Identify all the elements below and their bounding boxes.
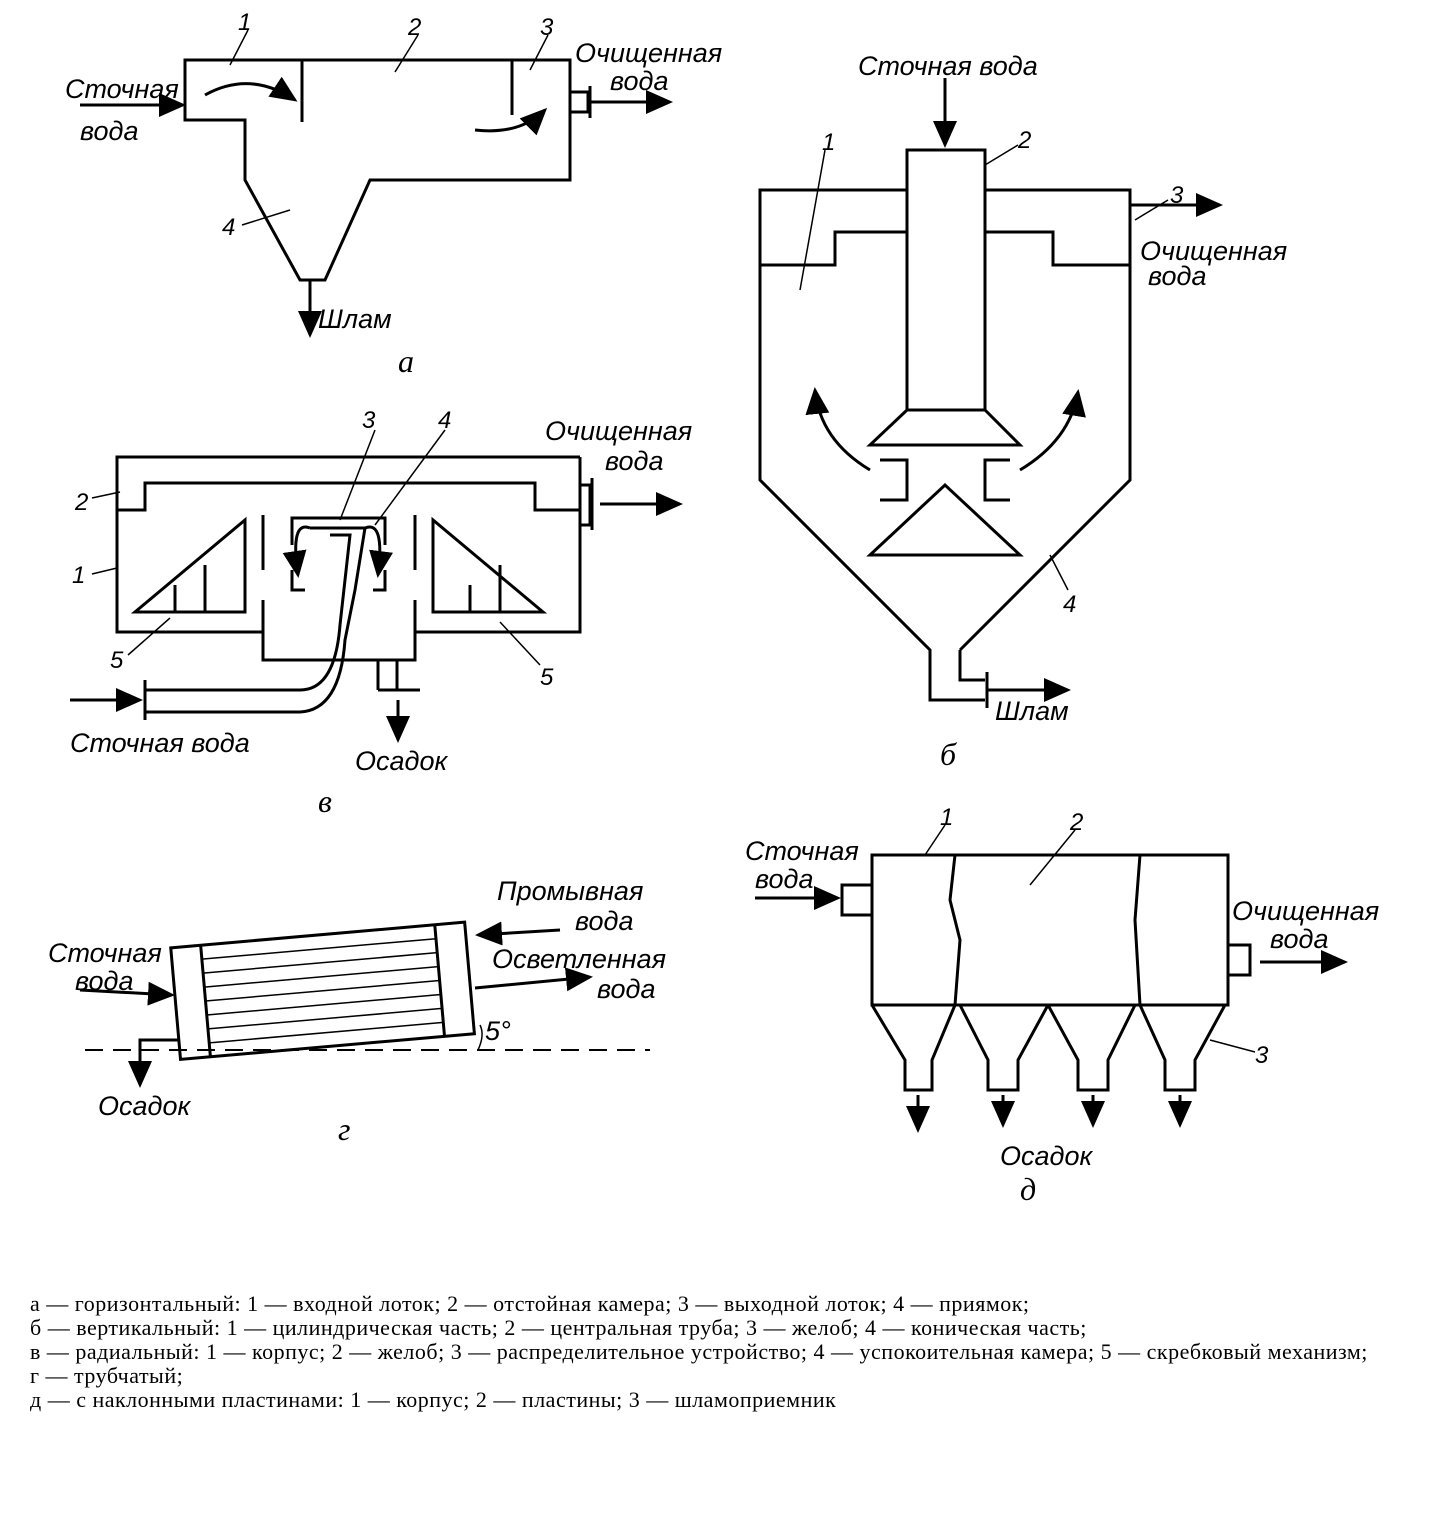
label-d-2: 2: [1070, 809, 1084, 836]
label-g-inlet-1: Сточная: [48, 938, 162, 968]
label-b-inlet: Сточная вода: [858, 51, 1038, 81]
label-a-inlet-1: Сточная: [65, 74, 179, 104]
label-v-2: 2: [75, 489, 89, 516]
label-b-4: 4: [1063, 591, 1077, 618]
label-b-3: 3: [1170, 182, 1184, 209]
label-v-letter: в: [318, 783, 332, 819]
label-d-outlet-1: Очищенная: [1232, 896, 1380, 926]
label-a-2: 2: [408, 14, 422, 41]
label-a-outlet-1: Очищенная: [575, 38, 723, 68]
label-d-1: 1: [940, 804, 954, 831]
label-a-3: 3: [540, 14, 554, 41]
label-g-wash-1: Промывная: [497, 876, 644, 906]
label-b-2: 2: [1018, 127, 1032, 154]
label-v-outlet-2: вода: [605, 446, 664, 476]
panel-g-tube-settler: [48, 876, 666, 1147]
label-g-letter: г: [338, 1111, 351, 1147]
label-v-1: 1: [72, 562, 86, 589]
figure-caption: [30, 1292, 1400, 1412]
label-a-inlet-2: вода: [80, 116, 139, 146]
label-d-sediment: Осадок: [1000, 1141, 1093, 1171]
label-d-inlet-2: вода: [755, 864, 814, 894]
caption-line-d: д — с наклонными пластинами: 1 — корпус; 2 — пластины; 3 — шламоприемник: [30, 1387, 837, 1412]
caption-line-v: в — радиальный: 1 — корпус; 2 — желоб; 3 — распределительное устройство; 4 — успокоительная камера; 5 — скребковый механизм;: [30, 1339, 1368, 1364]
label-b-outlet-2: вода: [1148, 261, 1207, 291]
label-a-sludge: Шлам: [318, 304, 392, 334]
label-b-1: 1: [822, 129, 836, 156]
label-g-inlet-2: вода: [75, 966, 134, 996]
caption-line-b: б — вертикальный: 1 — цилиндрическая часть; 2 — центральная труба; 3 — желоб; 4 — коническая часть;: [30, 1315, 1087, 1340]
label-d-outlet-2: вода: [1270, 924, 1329, 954]
label-g-outlet-2: вода: [597, 974, 656, 1004]
label-d-3: 3: [1255, 1042, 1269, 1069]
panel-a-horizontal-settler: [65, 9, 722, 379]
label-d-inlet-1: Сточная: [745, 836, 859, 866]
label-v-outlet-1: Очищенная: [545, 416, 693, 446]
label-a-1: 1: [238, 9, 252, 36]
label-v-4: 4: [438, 407, 452, 434]
label-v-3: 3: [362, 407, 376, 434]
panel-b-vertical-settler: [760, 51, 1287, 772]
label-g-sediment: Осадок: [98, 1091, 191, 1121]
label-b-letter: б: [940, 736, 957, 772]
label-v-sediment: Осадок: [355, 746, 448, 776]
panel-v-radial-settler: [70, 407, 692, 819]
label-g-wash-2: вода: [575, 906, 634, 936]
label-a-outlet-2: вода: [610, 66, 669, 96]
caption-line-a: а — горизонтальный: 1 — входной лоток; 2 — отстойная камера; 3 — выходной лоток; 4 — приямок;: [30, 1291, 1030, 1316]
label-a-4: 4: [222, 214, 236, 241]
label-a-letter: а: [398, 343, 414, 379]
label-g-angle: 5°: [485, 1016, 511, 1046]
label-b-outlet-1: Очищенная: [1140, 236, 1288, 266]
sludge-hoppers: [872, 1005, 1225, 1130]
label-v-5-right: 5: [540, 664, 554, 691]
label-v-inlet: Сточная вода: [70, 728, 250, 758]
label-d-letter: д: [1020, 1171, 1037, 1207]
caption-line-g: г — трубчатый;: [30, 1363, 184, 1388]
label-g-outlet-1: Осветленная: [492, 944, 667, 974]
label-v-5-left: 5: [110, 647, 124, 674]
panel-d-inclined-plate-settler: [745, 804, 1379, 1207]
label-b-sludge: Шлам: [995, 696, 1069, 726]
